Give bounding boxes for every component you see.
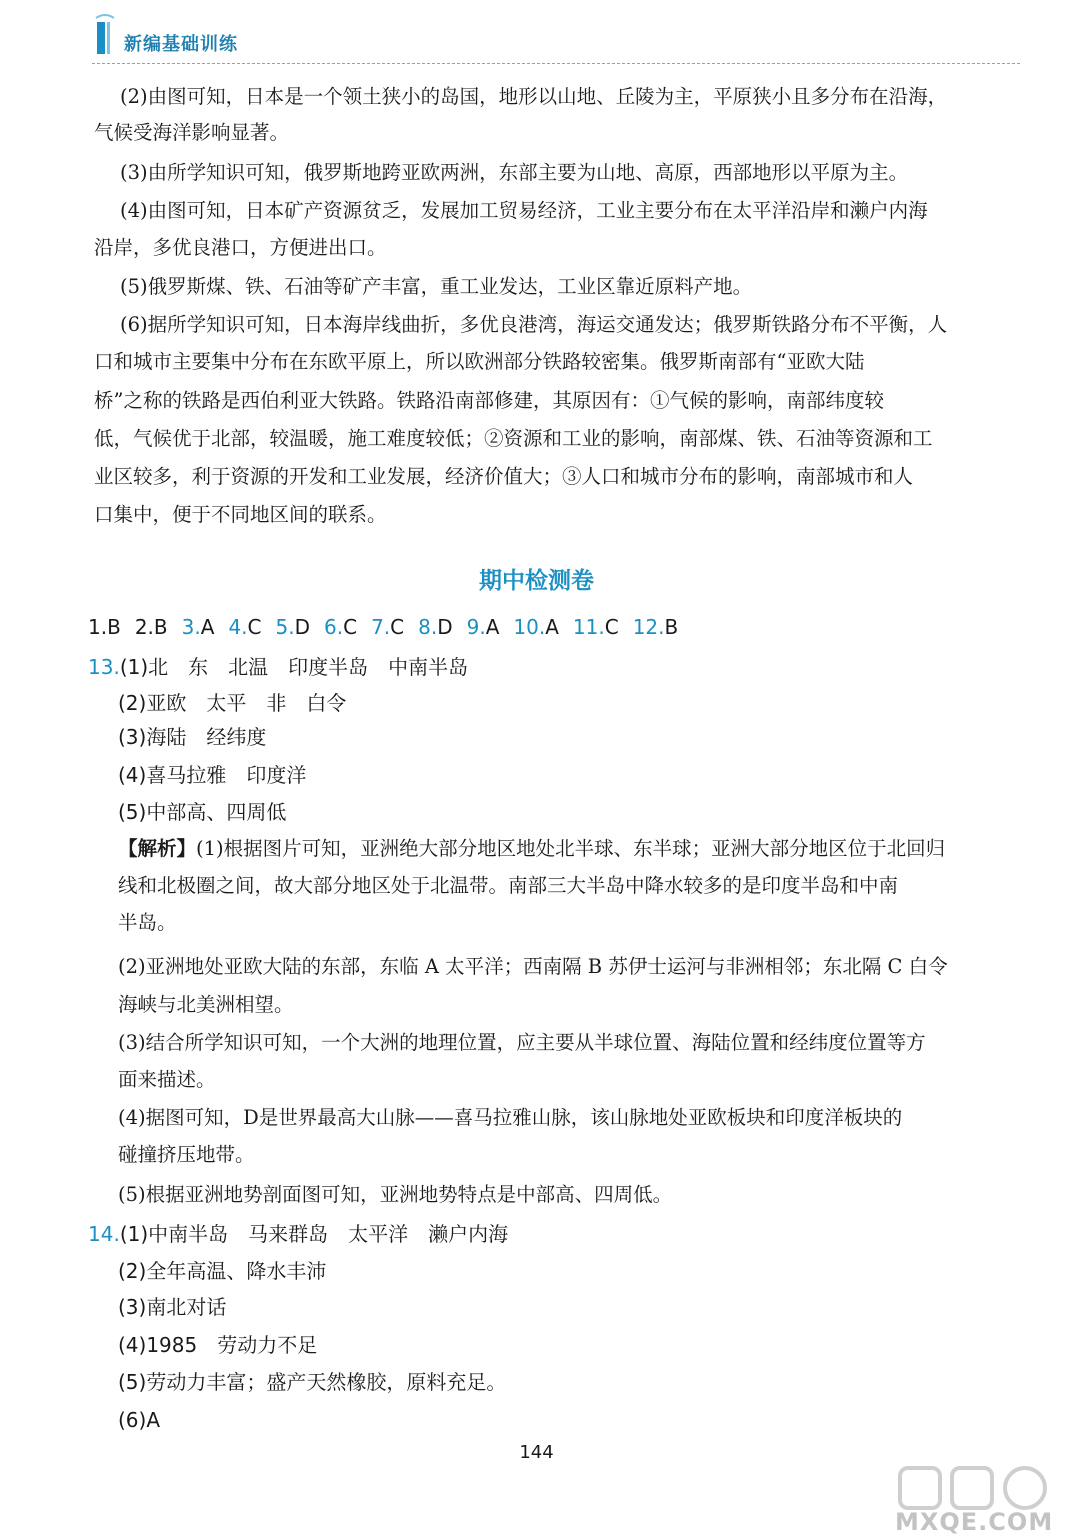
- question-number: 14.: [88, 1222, 120, 1246]
- mc-answer-item: [371, 615, 404, 639]
- answer-letter: A: [485, 615, 500, 639]
- question-number: 12.: [632, 615, 665, 639]
- analysis-line: (5)根据亚洲地势剖面图可知，亚洲地势特点是中部高、四周低。: [118, 1183, 673, 1206]
- mc-answer-item: [135, 615, 168, 639]
- page-number: 144: [519, 1442, 554, 1463]
- mc-answer-item: [324, 615, 357, 639]
- text-line: (5)俄罗斯煤、铁、石油等矿产丰富，重工业发达，工业区靠近原料产地。: [120, 275, 753, 298]
- mc-answer-item: [418, 615, 453, 639]
- answer-letter: C: [390, 615, 405, 639]
- question-number: 4.: [228, 615, 248, 639]
- multiple-choice-answers: [88, 615, 692, 639]
- question-number: 9.: [466, 615, 486, 639]
- question-number: 6.: [324, 615, 344, 639]
- answer-letter: C: [247, 615, 262, 639]
- text-line: 沿岸，多优良港口，方便进出口。: [94, 236, 387, 259]
- question-13-answer-1: 13.(1)北 东 北温 印度半岛 中南半岛: [88, 655, 469, 679]
- question-number: 1.: [88, 615, 108, 639]
- brand-bookmark-icon: [92, 14, 118, 56]
- analysis-line: (2)亚洲地处亚欧大陆的东部，东临 A 太平洋；西南隔 B 苏伊士运河与非洲相邻；东北隔 C 白令: [118, 955, 948, 978]
- answer-letter: D: [294, 615, 310, 639]
- text-line: 口和城市主要集中分布在东欧平原上，所以欧洲部分铁路较密集。俄罗斯南部有“亚欧大陆: [94, 350, 865, 373]
- answer-letter: D: [437, 615, 453, 639]
- mc-answer-item: [182, 615, 215, 639]
- text-line: (4)由图可知，日本矿产资源贫乏，发展加工贸易经济，工业主要分布在太平洋沿岸和濑户内海: [120, 199, 928, 222]
- analysis-line: 碰撞挤压地带。: [118, 1143, 255, 1166]
- analysis-line: 【解析】(1)根据图片可知，亚洲绝大部分地区地处北半球、东半球；亚洲大部分地区位于北回归: [118, 837, 946, 860]
- question-number: 11.: [572, 615, 605, 639]
- question-14-answer-2: (2)全年高温、降水丰沛: [118, 1259, 327, 1283]
- answer-letter: C: [343, 615, 358, 639]
- mc-answer-item: [513, 615, 559, 639]
- watermark-text: MXQE.COM: [895, 1508, 1054, 1536]
- question-14-answer-1: 14.(1)中南半岛 马来群岛 太平洋 濑户内海: [88, 1222, 509, 1246]
- question-14-answer-5: (5)劳动力丰富；盛产天然橡胶，原料充足。: [118, 1370, 507, 1394]
- question-number: 8.: [418, 615, 438, 639]
- mc-answer-item: [88, 615, 121, 639]
- mc-answer-item: [633, 615, 679, 639]
- mc-answer-item: [573, 615, 619, 639]
- question-14-answer-4: (4)1985 劳动力不足: [118, 1333, 318, 1357]
- analysis-tag: 【解析】: [118, 837, 197, 860]
- answer-letter: A: [200, 615, 215, 639]
- question-13-answer-4: (4)喜马拉雅 印度洋: [118, 763, 307, 787]
- text-line: 气候受海洋影响显著。: [94, 121, 290, 144]
- text-line: 低，气候优于北部，较温暖，施工难度较低；②资源和工业的影响，南部煤、铁、石油等资源和工: [94, 427, 933, 450]
- answer-letter: A: [545, 615, 559, 639]
- text-line: (2)由图可知，日本是一个领土狭小的岛国，地形以山地、丘陵为主，平原狭小且多分布在沿海，: [120, 85, 948, 108]
- question-13-answer-2: (2)亚欧 太平 非 白令: [118, 691, 347, 715]
- question-number: 3.: [181, 615, 201, 639]
- mc-answer-item: [228, 615, 261, 639]
- text-line: 业区较多，利于资源的开发和工业发展，经济价值大；③人口和城市分布的影响，南部城市和人: [94, 465, 914, 488]
- analysis-line: 海峡与北美洲相望。: [118, 993, 294, 1016]
- mc-answer-item: [467, 615, 500, 639]
- text-line: (3)由所学知识可知，俄罗斯地跨亚欧两洲，东部主要为山地、高原，西部地形以平原为主。: [120, 161, 909, 184]
- question-number: 10.: [513, 615, 546, 639]
- analysis-line: 线和北极圈之间，故大部分地区处于北温带。南部三大半岛中降水较多的是印度半岛和中南: [118, 874, 899, 897]
- answer-letter: B: [664, 615, 679, 639]
- text-line: 桥”之称的铁路是西伯利亚大铁路。铁路沿南部修建，其原因有：①气候的影响，南部纬度较: [94, 389, 884, 412]
- question-13-answer-5: (5)中部高、四周低: [118, 800, 287, 824]
- analysis-line: 半岛。: [118, 911, 177, 934]
- header-divider: [92, 63, 1020, 64]
- answer-letter: B: [107, 615, 121, 639]
- header-title: 新编基础训练: [124, 34, 238, 55]
- text-line: (6)据所学知识可知，日本海岸线曲折，多优良港湾，海运交通发达；俄罗斯铁路分布不平衡，人: [120, 313, 948, 336]
- text-line: 口集中，便于不同地区间的联系。: [94, 503, 387, 526]
- page-header: [0, 0, 1073, 70]
- analysis-line: (4)据图可知，D是世界最高大山脉——喜马拉雅山脉，该山脉地处亚欧板块和印度洋板块的: [118, 1106, 903, 1129]
- question-13-answer-3: (3)海陆 经纬度: [118, 725, 267, 749]
- question-14-answer-6: (6)A: [118, 1408, 161, 1432]
- answer-letter: B: [153, 615, 168, 639]
- mc-answer-item: [276, 615, 311, 639]
- question-14-answer-3: (3)南北对话: [118, 1295, 227, 1319]
- answer-letter: C: [604, 615, 619, 639]
- question-number: 7.: [371, 615, 391, 639]
- question-number: 13.: [88, 655, 120, 679]
- question-number: 5.: [275, 615, 295, 639]
- analysis-line: (3)结合所学知识可知，一个大洲的地理位置，应主要从半球位置、海陆位置和经纬度位置等方: [118, 1031, 926, 1054]
- section-title: 期中检测卷: [479, 568, 594, 594]
- question-number: 2.: [134, 615, 154, 639]
- analysis-line: 面来描述。: [118, 1068, 216, 1091]
